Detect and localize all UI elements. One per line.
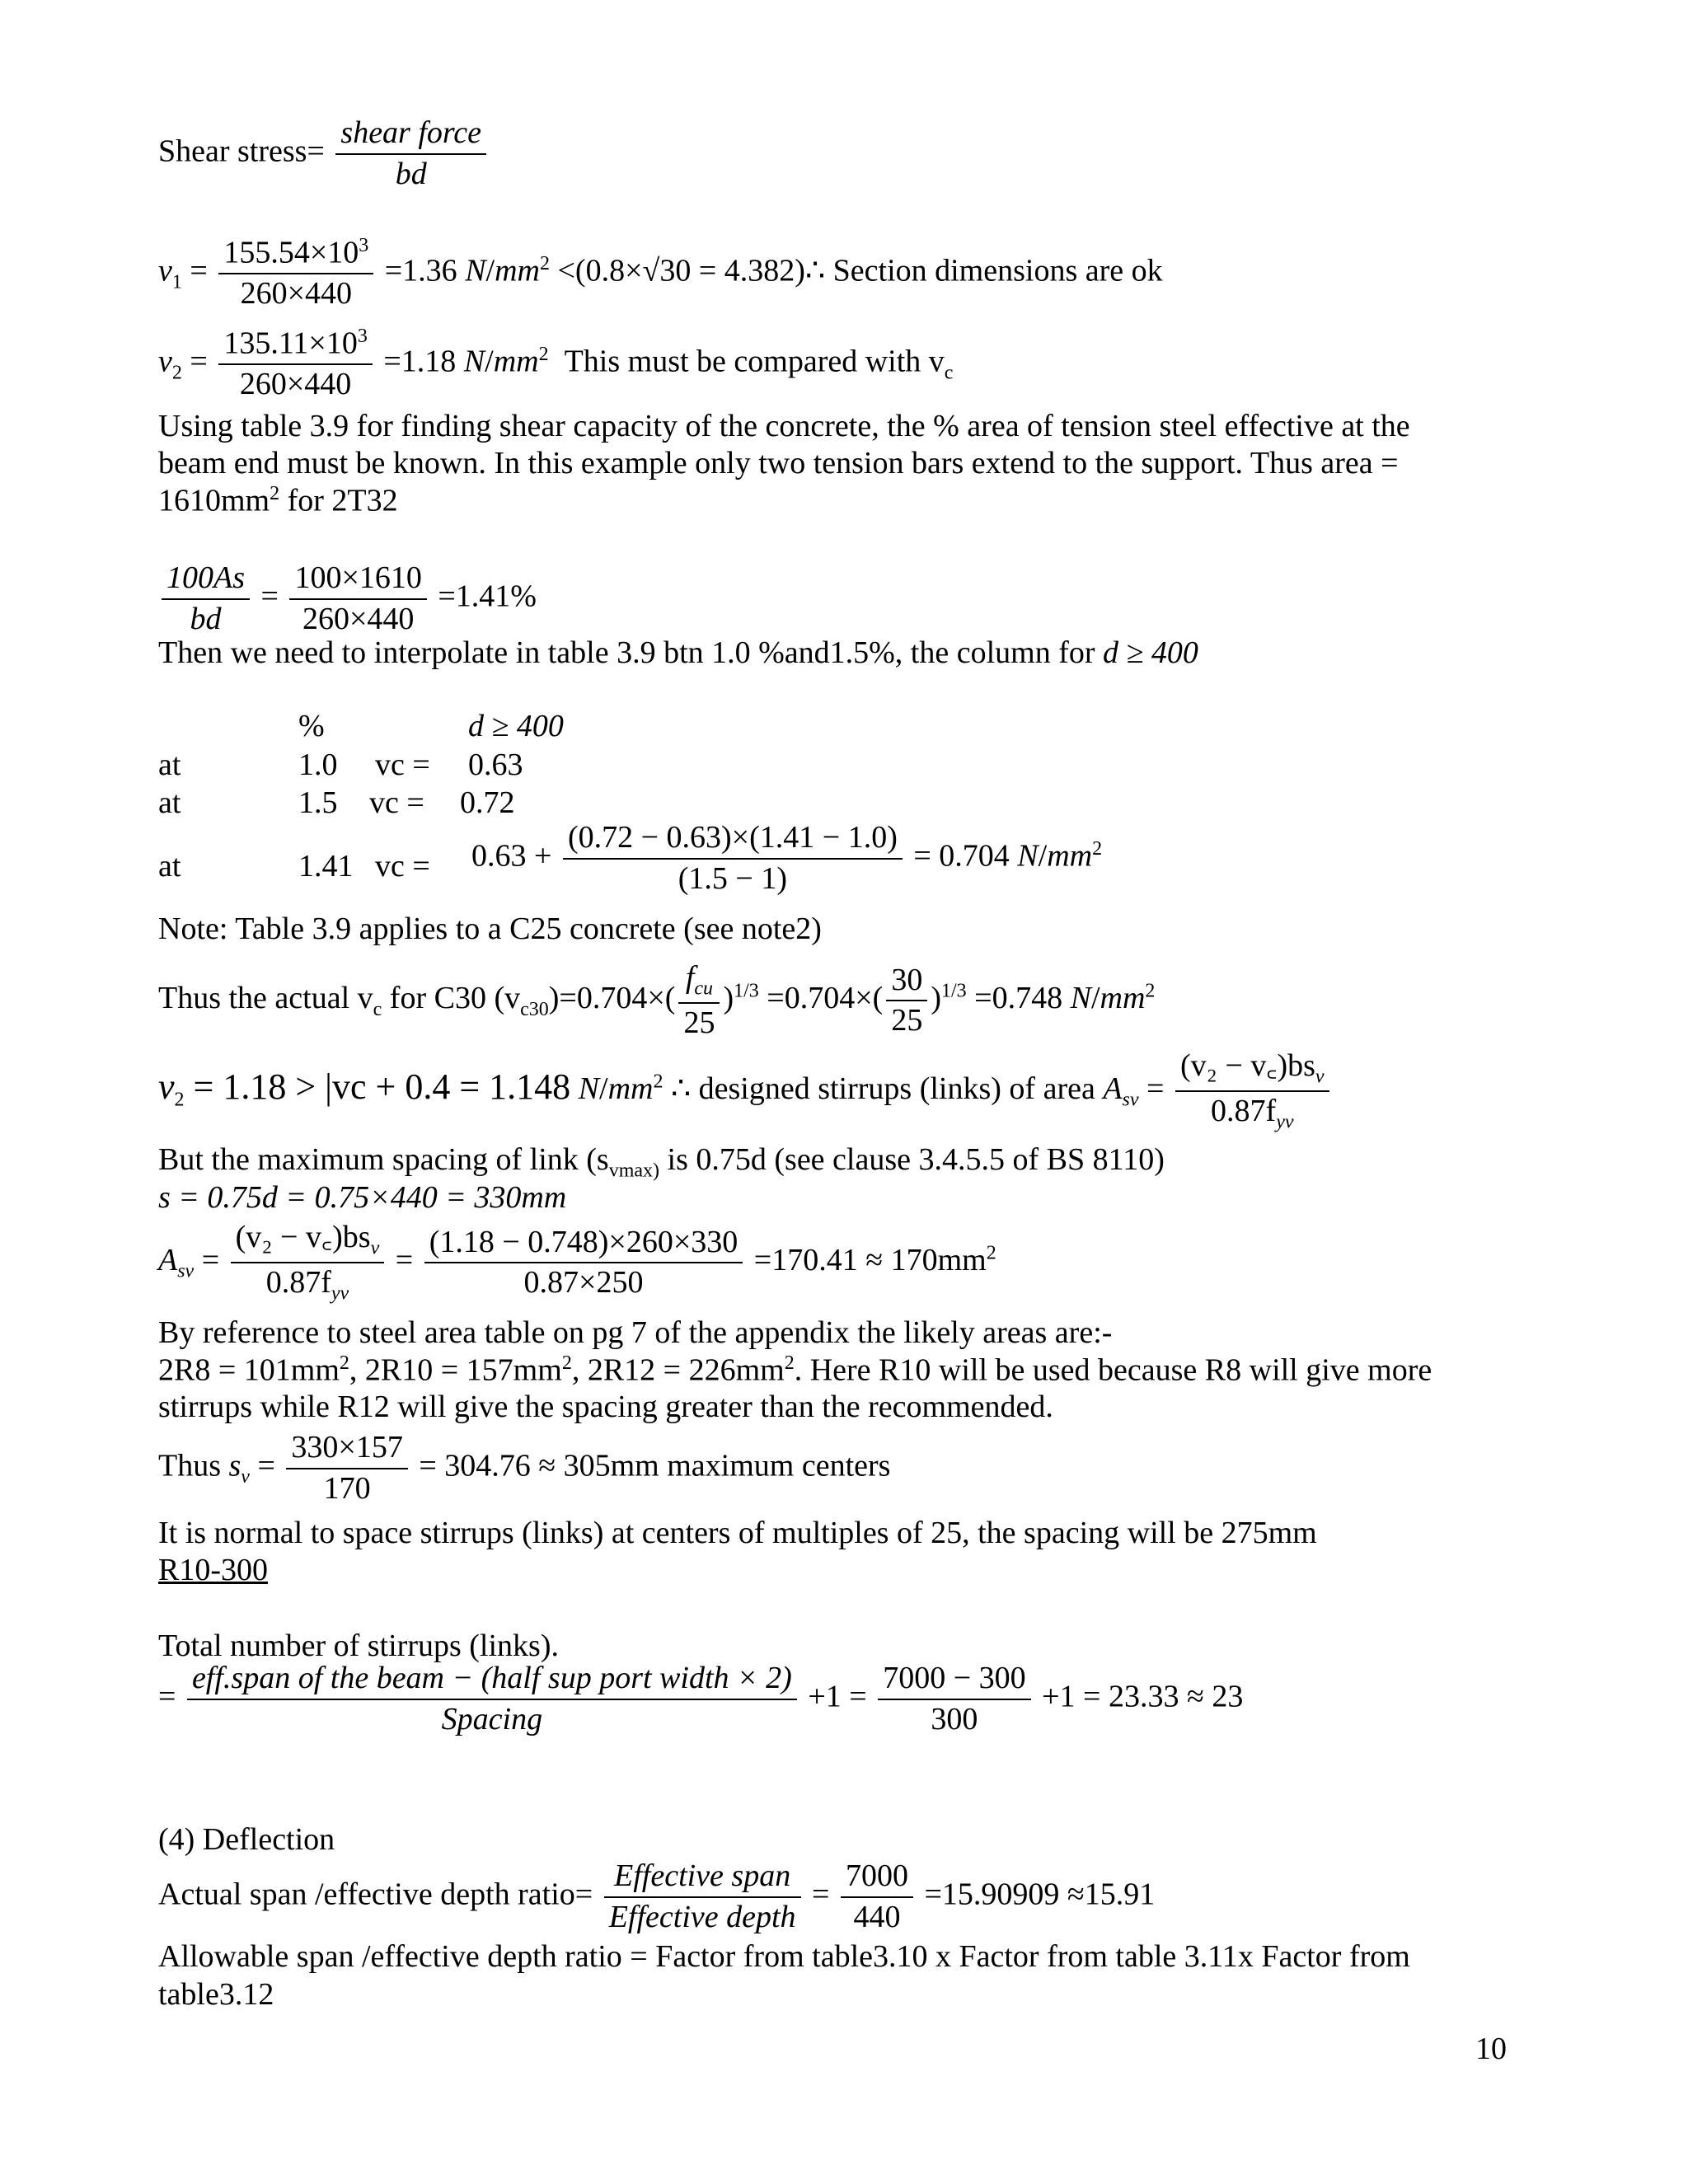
fraction-numerator: Effective span — [604, 1858, 801, 1898]
paragraph-line: Allowable span /effective depth ratio = Factor from table3.10 x Factor from table 3.11x Factor from — [158, 1939, 1410, 1974]
plus-one: +1 = — [808, 1679, 867, 1714]
v2-check-text: ∴ designed stirrups (links) of area — [670, 1071, 1095, 1106]
fraction-numerator: 100As — [162, 560, 250, 600]
table-header-depth: d ≥ 400 — [468, 709, 564, 743]
section-title: Total number of stirrups (links). — [158, 1629, 559, 1663]
steel-ratio-equation — [158, 560, 537, 637]
unit-denominator: mm — [607, 1071, 654, 1106]
fraction-numerator: 100×1610 — [289, 560, 426, 600]
table-row-vc: vc = — [369, 785, 424, 820]
fraction-denominator: 300 — [931, 1701, 978, 1736]
asv-equation — [158, 1220, 996, 1305]
exponent: 2 — [561, 1352, 572, 1374]
fraction-denominator: 0.87×250 — [523, 1265, 644, 1301]
vc30-text: ) — [548, 981, 560, 1016]
subscript: 2 — [174, 1089, 185, 1111]
fraction-numerator: shear force — [335, 115, 486, 155]
table-row-vc: vc = — [375, 748, 430, 782]
shear-stress-label: Shear stress — [158, 134, 307, 169]
paragraph-line — [158, 482, 1543, 520]
fraction-denominator: bd — [395, 156, 427, 191]
area-value: 1610mm — [158, 483, 270, 518]
fraction-numerator: 7000 — [841, 1858, 913, 1898]
fraction-denominator: Effective depth — [608, 1899, 796, 1934]
equals-sign: = — [395, 1242, 414, 1277]
vc30-text: Thus the actual v — [158, 981, 373, 1016]
interpolation-text: Then we need to interpolate in table 3.9 btn 1.0 %and1.5%, the column for — [158, 635, 1095, 670]
vc30-multiplier: =0.704× — [559, 981, 665, 1016]
fraction-numerator: (v₂ − v꜀)bs — [1179, 1048, 1315, 1083]
paragraph-line: stirrups while R12 will give the spacing greater than the recommended. — [158, 1390, 1053, 1424]
v2-check-expression: = 1.18 > |vc + 0.4 = 1.148 — [184, 1066, 571, 1107]
equals-sign: = — [190, 253, 208, 288]
equals-sign: = — [1146, 1071, 1165, 1106]
table-row-vc: vc = — [375, 849, 430, 883]
unit-exponent: 2 — [1145, 980, 1156, 1002]
fraction-denominator: 25 — [891, 1003, 923, 1038]
exponent: 3 — [359, 235, 369, 256]
unit-denominator: mm — [495, 253, 540, 288]
subscript: cu — [694, 977, 714, 1000]
shear-stress-formula — [158, 115, 490, 192]
equals-sign: = — [307, 134, 325, 169]
exponent: 3 — [357, 326, 368, 347]
paragraph-line: table3.12 — [158, 1977, 274, 2012]
fraction-denominator: 0.87f — [265, 1265, 331, 1301]
fraction-denominator: (1.5 − 1) — [678, 860, 788, 896]
fraction-numerator: (v₂ − v꜀)bs — [235, 1220, 371, 1254]
sv-equation: s = 0.75d = 0.75×440 = 330mm — [158, 1180, 567, 1215]
asv-symbol: A — [1103, 1071, 1123, 1106]
unit-denominator: mm — [1100, 981, 1146, 1016]
v1-result: =1.36 — [384, 253, 457, 288]
total-stirrups-equation — [158, 1661, 1243, 1737]
table-row-percent: 1.41 — [298, 849, 354, 883]
table-row-value: 0.72 — [460, 785, 515, 820]
unit-numerator: N — [463, 344, 485, 379]
v2-note-subscript: c — [944, 362, 954, 384]
fraction-denominator: 170 — [323, 1470, 371, 1506]
ratio-result: =1.41% — [438, 579, 537, 614]
vc30-multiplier: =0.704× — [767, 981, 873, 1016]
table-row-at: at — [158, 785, 181, 820]
max-spacing-text: is 0.75d (see clause 3.4.5.5 of BS 8110) — [659, 1142, 1165, 1177]
subscript: v — [370, 1237, 380, 1259]
unit-exponent: 2 — [1092, 837, 1103, 860]
unit-denominator: mm — [1047, 838, 1093, 874]
v2-subscript: 2 — [171, 362, 182, 384]
paragraph-line: beam end must be known. In this example only two tension bars extend to the support. Thus area = — [158, 446, 1399, 480]
unit-exponent: 2 — [653, 1071, 663, 1093]
v1-conclusion: Section dimensions are ok — [832, 253, 1163, 288]
asv-result: =170.41 ≈ 170mm — [753, 1242, 987, 1277]
thus-label: Thus — [158, 1448, 221, 1483]
fraction-denominator: 0.87f — [1211, 1094, 1277, 1129]
fraction-numerator: (1.18 − 0.748)×260×330 — [424, 1225, 743, 1264]
equals-sign: = — [201, 1242, 220, 1277]
equals-sign: = — [812, 1877, 830, 1912]
v2-result: =1.18 — [383, 344, 457, 379]
equals-sign: = — [260, 579, 279, 614]
exponent: 2 — [784, 1352, 795, 1374]
link-spec: R10-300 — [158, 1553, 268, 1587]
subscript: sv — [177, 1260, 195, 1282]
equals-sign: = — [190, 344, 208, 379]
v1-equation: $v_1$ = $\frac{155.54\times 10^3}{260\times 440}$ =1.36 $N/mm^2 <(0.8\times√30$ = 4.382)∴ Section dimensions are ok — [158, 235, 1163, 312]
v1-subscript: 1 — [171, 271, 182, 293]
fraction-denominator: bd — [190, 601, 222, 636]
fraction-numerator: 135.11×10 — [223, 326, 358, 361]
subscript: c30 — [520, 998, 549, 1020]
fraction-numerator: (0.72 − 0.63)×(1.41 − 1.0) — [563, 820, 903, 860]
interpolation-line — [158, 635, 1543, 673]
exponent: 2 — [339, 1352, 349, 1374]
bar-area: , 2R10 = 157mm — [349, 1352, 562, 1388]
interpolation-formula: 0.63 + $\frac{(0.72 - 0.63)\times(1.41 - 1.0)}{(1.5 - 1)}$ = 0.704 $N/mm^2$ — [471, 820, 1103, 896]
depth-condition: d ≥ 400 — [1103, 635, 1198, 670]
fraction-numerator: 155.54×10 — [223, 235, 359, 270]
paragraph-line: Using table 3.9 for finding shear capacity of the concrete, the % area of tension steel effective at the — [158, 409, 1410, 443]
v2-symbol: v — [158, 344, 172, 379]
actual-ratio-result: =15.90909 ≈15.91 — [924, 1877, 1156, 1912]
sv-tail: maximum centers — [667, 1448, 891, 1483]
equals-sign: = — [158, 1679, 176, 1714]
actual-ratio-equation — [158, 1858, 1155, 1935]
v2-equation: $v_2$ = $\frac{135.11\times 10^3}{260\times 440}$ =1.18 $N/mm^2$ This must be compared with $v_c$ — [158, 326, 954, 402]
subscript: c — [373, 998, 382, 1020]
page-number: 10 — [1475, 2032, 1507, 2066]
actual-ratio-label: Actual span /effective depth ratio — [158, 1877, 575, 1912]
table-header-percent: % — [298, 709, 325, 743]
subscript: v — [1315, 1066, 1325, 1088]
table-row-percent: 1.0 — [298, 748, 338, 782]
subscript: vmax) — [608, 1160, 660, 1182]
fraction-numerator: 30 — [886, 963, 927, 1002]
v2-check-equation: $v_2 = 1.18 > |vc + 0.4 = 1.148$ $N/mm^2$ ∴ designed stirrups (links) of area $A_{sv}$ = $\frac{(v_2 - v꜀)bs_v}{0.87f_{yv}}$ — [158, 1048, 1333, 1134]
v1-symbol: v — [158, 253, 172, 288]
table-row-at: at — [158, 849, 181, 883]
sv-symbol: s — [228, 1448, 241, 1483]
sv-result: = 304.76 ≈ 305mm — [419, 1448, 659, 1483]
subscript: yv — [331, 1282, 349, 1305]
subscript: v — [241, 1466, 250, 1488]
fraction-denominator: 260×440 — [302, 601, 415, 636]
vc30-result: =0.748 — [974, 981, 1063, 1016]
fraction-denominator: 260×440 — [240, 276, 352, 312]
exponent: 1/3 — [940, 980, 967, 1002]
unit-numerator: N — [1070, 981, 1091, 1016]
paragraph-line — [158, 1352, 1543, 1390]
v1-comparison: <(0.8×√30 = 4.382)∴ — [557, 253, 826, 288]
unit-numerator: N — [578, 1071, 599, 1106]
v2-symbol: v — [158, 1066, 175, 1107]
subscript: sv — [1122, 1089, 1139, 1111]
fraction-denominator: 440 — [853, 1899, 901, 1934]
note-line: Note: Table 3.9 applies to a C25 concrete (see note2) — [158, 912, 822, 946]
vc30-text: for C30 (v — [382, 981, 521, 1016]
fraction-denominator: Spacing — [441, 1701, 543, 1736]
unit-numerator: N — [465, 253, 486, 288]
fraction-numerator: f — [685, 960, 695, 995]
exponent: 2 — [270, 483, 280, 504]
exponent: 1/3 — [734, 980, 759, 1002]
paragraph-line: By reference to steel area table on pg 7 of the appendix the likely areas are:- — [158, 1315, 1113, 1350]
bar-area: , 2R12 = 226mm — [571, 1352, 785, 1388]
table-row-percent: 1.5 — [298, 785, 338, 820]
asv-symbol: A — [158, 1242, 178, 1277]
equals-sign: = — [257, 1448, 275, 1483]
unit-exponent: 2 — [538, 344, 549, 366]
fraction-numerator: 330×157 — [286, 1430, 407, 1469]
table-row-value: 0.63 — [468, 748, 523, 782]
v2-note: This must be compared with v — [564, 344, 945, 379]
unit-numerator: N — [1017, 838, 1039, 874]
thus-sv-equation — [158, 1430, 890, 1507]
bar-area: 2R8 = 101mm — [158, 1352, 340, 1388]
fraction-numerator: 7000 − 300 — [878, 1661, 1030, 1700]
area-tail: for 2T32 — [279, 483, 398, 518]
subscript: yv — [1276, 1111, 1294, 1133]
table-row-at: at — [158, 748, 181, 782]
fraction-denominator: 25 — [683, 1005, 715, 1041]
fraction-numerator: eff.span of the beam − (half sup port width × 2) — [187, 1661, 797, 1700]
section-heading: (4) Deflection — [158, 1822, 335, 1857]
unit-exponent: 2 — [540, 253, 550, 275]
max-spacing-text: But the maximum spacing of link (s — [158, 1142, 609, 1177]
unit-denominator: mm — [493, 344, 539, 379]
equals-sign: = — [574, 1877, 593, 1912]
exponent: 2 — [986, 1242, 996, 1264]
fraction-denominator: 260×440 — [239, 367, 352, 402]
paragraph-line: It is normal to space stirrups (links) at centers of multiples of 25, the spacing will be 275mm — [158, 1516, 1317, 1550]
vc30-equation: Thus the actual $v_c$ for C30 $(v_{c30})=0.704\times$( $\frac{f_{cu}}{25}$ )$^{1/3}$ =0.704×( $\frac{30}{25}$ )$^{1/3}$ =0.748 $N/mm^2$ — [158, 960, 1156, 1041]
total-result: +1 = 23.33 ≈ 23 — [1042, 1679, 1244, 1714]
interpolation-result: = 0.704 — [913, 838, 1010, 874]
max-spacing-line — [158, 1141, 1543, 1183]
paragraph-text: . Here R10 will be used because R8 will give more — [794, 1352, 1432, 1388]
interpolation-base: 0.63 + — [471, 838, 552, 874]
